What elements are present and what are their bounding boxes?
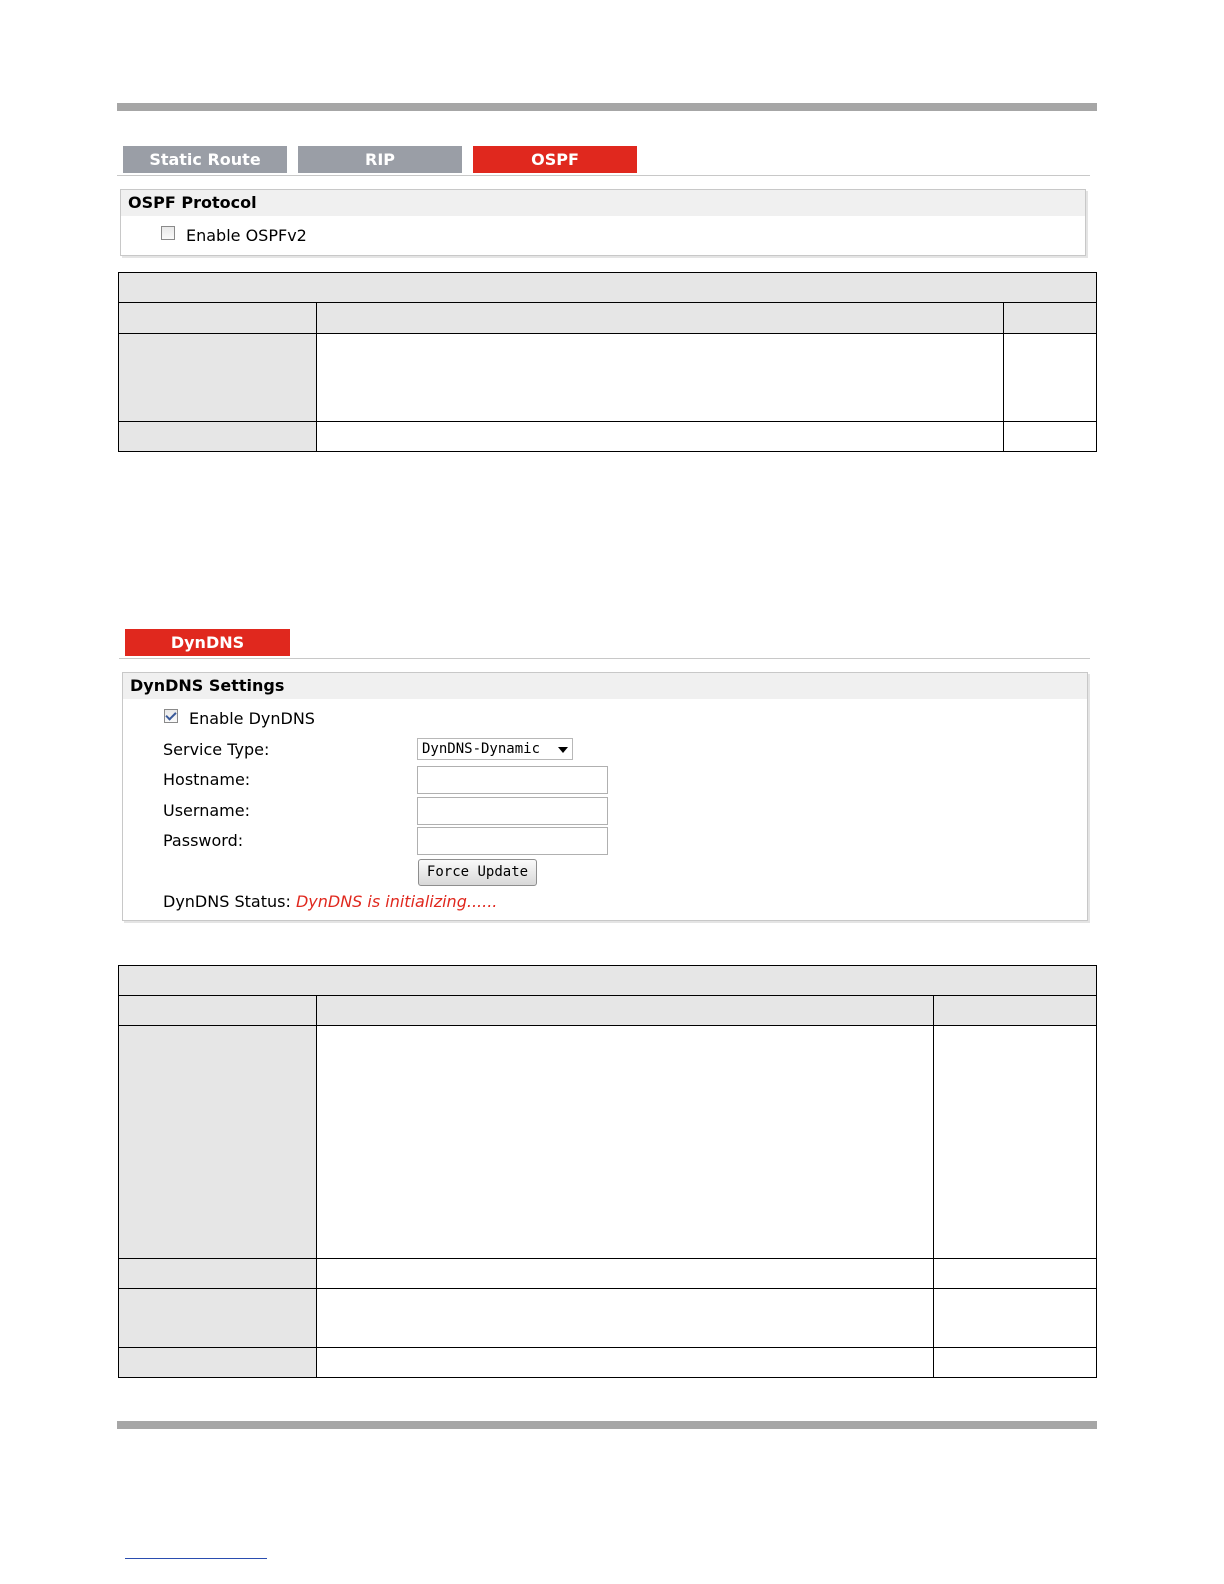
table-row <box>119 1026 1097 1259</box>
table-header-cell <box>317 303 1004 334</box>
enable-dyndns-label: Enable DynDNS <box>189 709 315 728</box>
tab-static-route[interactable]: Static Route <box>123 146 287 173</box>
dyndns-parameter-table <box>118 965 1097 1378</box>
table-title-row <box>119 273 1097 303</box>
username-label: Username: <box>163 801 250 820</box>
enable-ospfv2-checkbox[interactable] <box>161 226 175 240</box>
table-title-row <box>119 966 1097 996</box>
password-label: Password: <box>163 831 244 850</box>
table-row <box>119 1289 1097 1348</box>
table-header-cell <box>317 996 934 1026</box>
table-row <box>119 422 1097 452</box>
force-update-button[interactable]: Force Update <box>418 859 537 886</box>
header-rule <box>117 103 1097 111</box>
tab-underline <box>119 658 1090 659</box>
tab-underline <box>117 175 1090 176</box>
status-value: DynDNS is initializing...... <box>295 892 498 911</box>
username-input[interactable] <box>417 797 608 825</box>
tab-ospf[interactable]: OSPF <box>473 146 637 173</box>
table-row <box>119 1259 1097 1289</box>
hostname-label: Hostname: <box>163 770 251 789</box>
ospf-parameter-table <box>118 272 1097 452</box>
panel-title: DynDNS Settings <box>123 673 1087 699</box>
enable-ospfv2-label: Enable OSPFv2 <box>186 226 307 245</box>
password-input[interactable] <box>417 827 608 855</box>
dropdown-arrow-icon <box>558 747 568 753</box>
service-type-label: Service Type: <box>163 740 270 759</box>
service-type-select[interactable] <box>417 738 573 760</box>
service-type-value: DynDNS-Dynamic <box>422 741 541 757</box>
enable-dyndns-checkbox[interactable] <box>164 709 178 723</box>
table-row <box>119 334 1097 422</box>
footer-rule <box>117 1421 1097 1429</box>
footer-link-underline[interactable] <box>125 1558 267 1559</box>
dyndns-settings-panel <box>122 672 1088 921</box>
dyndns-status <box>163 892 497 911</box>
tab-rip[interactable]: RIP <box>298 146 462 173</box>
table-row <box>119 1348 1097 1378</box>
status-label: DynDNS Status: <box>163 892 291 911</box>
table-header-cell <box>1004 303 1097 334</box>
panel-title: OSPF Protocol <box>121 190 1085 216</box>
tab-dyndns[interactable]: DynDNS <box>125 629 290 656</box>
ospf-protocol-panel <box>120 189 1086 256</box>
hostname-input[interactable] <box>417 766 608 794</box>
table-header-cell <box>934 996 1097 1026</box>
table-header-cell <box>119 303 317 334</box>
table-header-cell <box>119 996 317 1026</box>
